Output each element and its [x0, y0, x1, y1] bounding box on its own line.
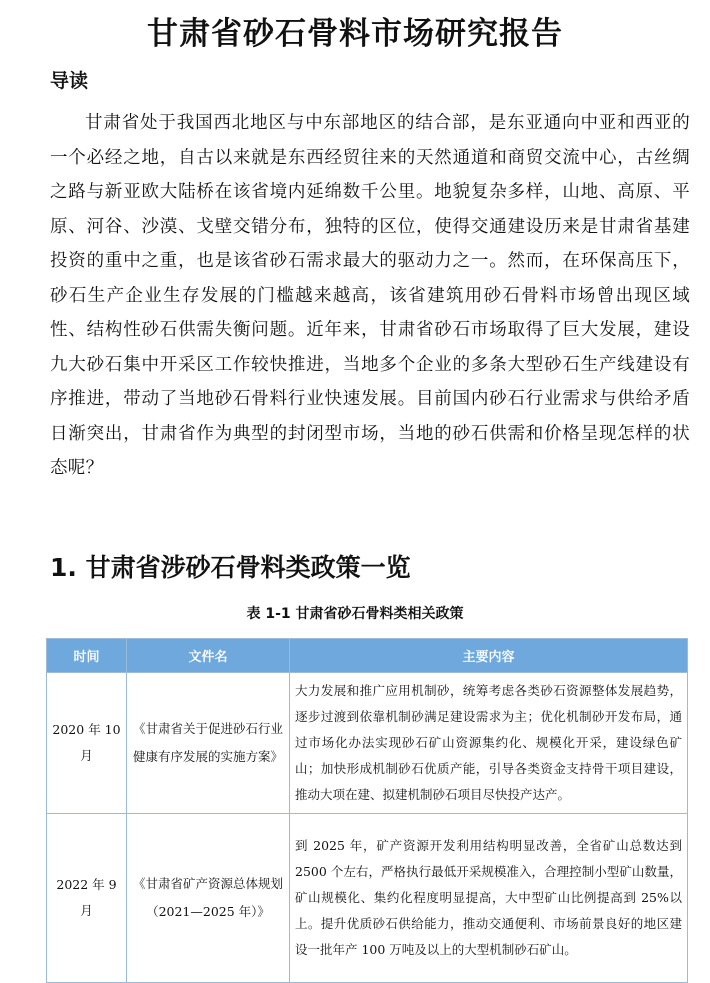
- policy-table: [46, 638, 688, 983]
- header-content: 主要内容: [290, 639, 688, 673]
- lead-heading: 导读: [50, 70, 89, 92]
- row-date: 2022 年 9 月: [47, 814, 127, 983]
- header-date: 时间: [47, 639, 127, 673]
- row-document: 《甘肃省矿产资源总体规划（2021—2025 年）》: [127, 814, 290, 983]
- row-document: 《甘肃省关于促进砂石行业健康有序发展的实施方案》: [127, 673, 290, 814]
- table-header-row: [47, 639, 688, 673]
- row-date: 2020 年 10 月: [47, 673, 127, 814]
- header-document: 文件名: [127, 639, 290, 673]
- document-title: 甘肃省砂石骨料市场研究报告: [147, 16, 563, 52]
- table-caption: 表 1-1 甘肃省砂石骨料类相关政策: [246, 606, 464, 622]
- table-row: [47, 673, 688, 814]
- table-row: [47, 814, 688, 983]
- row-content: 到 2025 年，矿产资源开发利用结构明显改善，全省矿山总数达到 2500 个左右，严格执行最低开采规模准入，合理控制小型矿山数量，矿山规模化、集约化程度明显提高，大中型矿山比例提高到 25%以上。提升优质砂石供给能力，推动交通便利、市场前景良好的地区建设一批年产 100 万吨及以上的大型机制砂石矿山。: [290, 814, 688, 983]
- row-content: 大力发展和推广应用机制砂，统筹考虑各类砂石资源整体发展趋势，逐步过渡到依靠机制砂满足建设需求为主；优化机制砂开发布局，通过市场化办法实现砂石矿山资源集约化、规模化开采，建设绿色矿山；加快形成机制砂石优质产能，引导各类资金支持骨干项目建设，推动大项在建、拟建机制砂石项目尽快投产达产。: [290, 673, 688, 814]
- lead-paragraph: 甘肃省处于我国西北地区与中东部地区的结合部，是东亚通向中亚和西亚的一个必经之地，自古以来就是东西经贸往来的天然通道和商贸交流中心，古丝绸之路与新亚欧大陆桥在该省境内延绵数千公里。地貌复杂多样，山地、高原、平原、河谷、沙漠、戈壁交错分布，独特的区位，使得交通建设历来是甘肃省基建投资的重中之重，也是该省砂石需求最大的驱动力之一。然而，在环保高压下，砂石生产企业生存发展的门槛越来越高，该省建筑用砂石骨料市场曾出现区域性、结构性砂石供需失衡问题。近年来，甘肃省砂石市场取得了巨大发展，建设九大砂石集中开采区工作较快推进，当地多个企业的多条大型砂石生产线建设有序推进，带动了当地砂石骨料行业快速发展。目前国内砂石行业需求与供给矛盾日渐突出，甘肃省作为典型的封闭型市场，当地的砂石供需和价格呈现怎样的状态呢？: [50, 113, 690, 478]
- section-heading: 1. 甘肃省涉砂石骨料类政策一览: [50, 553, 411, 582]
